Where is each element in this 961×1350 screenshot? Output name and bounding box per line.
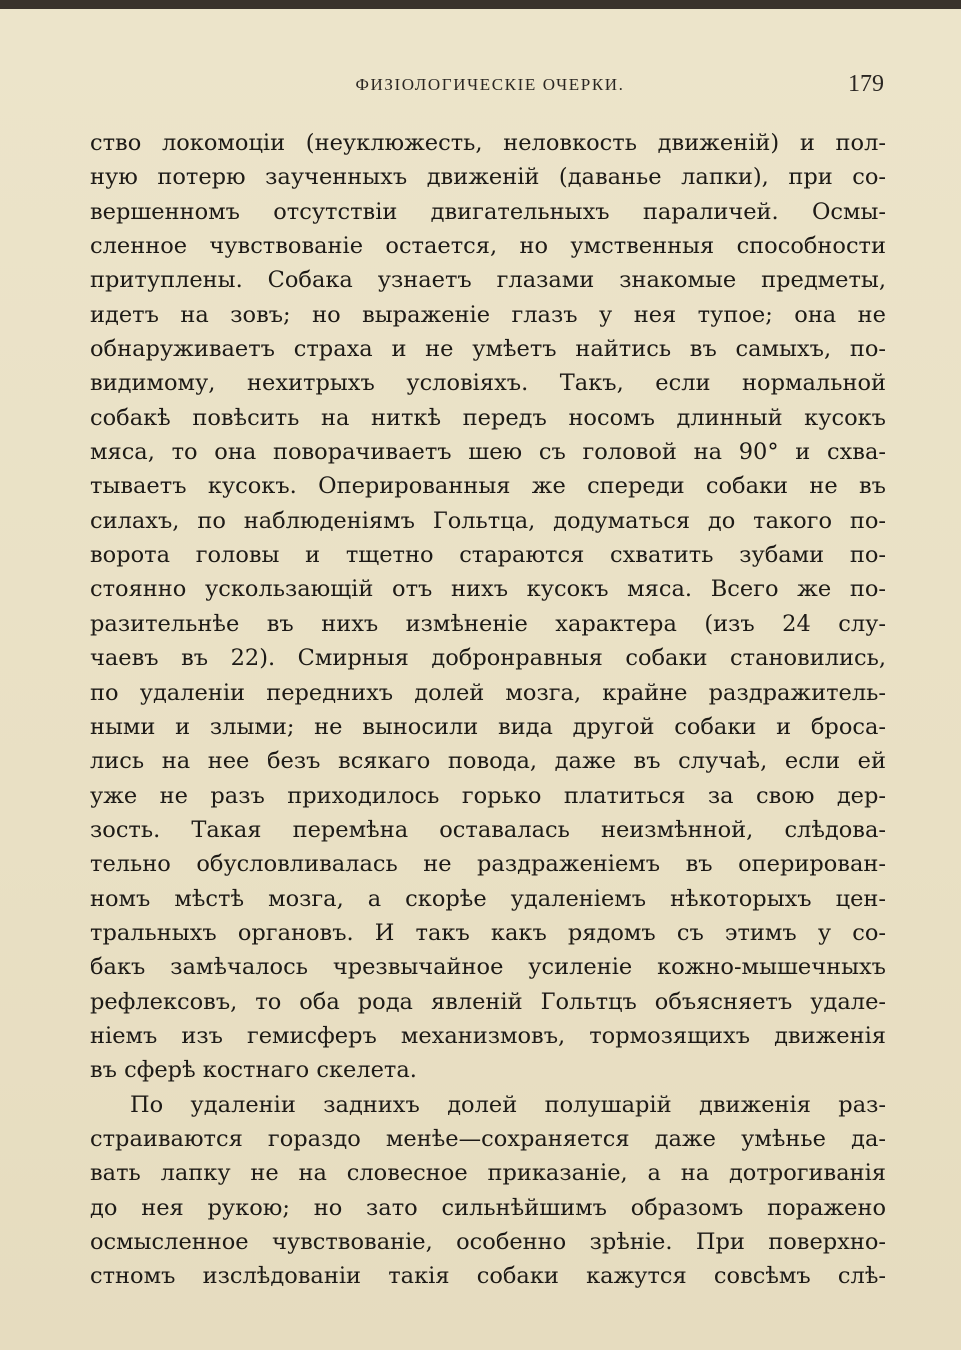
text-line: ство локомоціи (неуклюжесть, неловкость движеній) и пол- <box>90 130 886 156</box>
text-line: ворота головы и тщетно стараются схватить зубами по- <box>90 542 886 569</box>
page-number: 179 <box>848 71 884 97</box>
text-line: стоянно ускользающій отъ нихъ кусокъ мяса. Всего же по- <box>90 576 886 603</box>
text-line: въ сферѣ костнаго скелета. <box>90 1057 417 1084</box>
text-line: тываетъ кусокъ. Оперированныя же спереди собаки не въ <box>90 473 886 500</box>
text-line: страиваются гораздо менѣе—сохраняется даже умѣнье да- <box>90 1125 886 1152</box>
book-page <box>0 9 961 1350</box>
text-line: обнаруживаетъ страха и не умѣетъ найтись въ самыхъ, по- <box>90 336 886 363</box>
text-line: ными и злыми; не выносили вида другой собаки и броса- <box>90 713 886 740</box>
text-line: зость. Такая перемѣна оставалась неизмѣнной, слѣдова- <box>90 816 886 843</box>
body-text <box>90 126 886 1294</box>
text-line: до нея рукою; но зато сильнѣйшимъ образомъ поражено <box>90 1194 886 1221</box>
text-line: стномъ изслѣдованіи такія собаки кажутся совсѣмъ слѣ- <box>90 1263 886 1290</box>
text-line: тральныхъ органовъ. И такъ какъ рядомъ съ этимъ у со- <box>90 919 886 946</box>
page-header <box>90 71 890 101</box>
text-line: номъ мѣстѣ мозга, а скорѣе удаленіемъ нѣкоторыхъ цен- <box>90 885 886 912</box>
text-line: рефлексовъ, то оба рода явленій Гольтцъ объясняетъ удале- <box>90 988 886 1015</box>
text-line: вершенномъ отсутствіи двигательныхъ параличей. Осмы- <box>90 198 886 225</box>
text-line: чаевъ въ 22). Смирныя добронравныя собаки становились, <box>90 645 886 672</box>
text-line: бакъ замѣчалось чрезвычайное усиленіе кожно-мышечныхъ <box>90 954 886 981</box>
text-line: ніемъ изъ гемисферъ механизмовъ, тормозящихъ движенія <box>90 1022 886 1049</box>
text-line: мяса, то она поворачиваетъ шею съ головой на 90° и схва- <box>90 439 886 466</box>
running-title: ФИЗІОЛОГИЧЕСКІЕ ОЧЕРКИ. <box>355 75 625 94</box>
text-line: собакѣ повѣсить на ниткѣ передъ носомъ длинный кусокъ <box>90 404 886 431</box>
text-line: лись на нее безъ всякаго повода, даже въ случаѣ, если ей <box>90 748 886 775</box>
text-line: вать лапку не на словесное приказаніе, а на дотрогиванія <box>90 1160 886 1187</box>
text-line: притуплены. Собака узнаетъ глазами знакомые предметы, <box>90 267 886 294</box>
text-line: уже не разъ приходилось горько платиться за свою дер- <box>90 782 886 809</box>
text-line: По удаленіи заднихъ долей полушарій движенія раз- <box>130 1091 886 1118</box>
text-line: осмысленное чувствованіе, особенно зрѣніе. При поверхно- <box>90 1229 886 1255</box>
text-line: ную потерю заученныхъ движеній (даванье лапки), при со- <box>90 164 886 191</box>
text-line: силахъ, по наблюденіямъ Гольтца, додуматься до такого по- <box>90 507 886 534</box>
text-line: идетъ на зовъ; но выраженіе глазъ у нея тупое; она не <box>90 301 886 328</box>
top-page-edge <box>0 0 961 9</box>
text-line: разительнѣе въ нихъ измѣненіе характера (изъ 24 слу- <box>90 610 886 637</box>
text-line: видимому, нехитрыхъ условіяхъ. Такъ, если нормальной <box>90 370 886 397</box>
text-line: тельно обусловливалась не раздраженіемъ въ оперирован- <box>90 851 886 878</box>
text-line: сленное чувствованіе остается, но умственныя способности <box>90 233 886 260</box>
text-line: по удаленіи переднихъ долей мозга, крайне раздражитель- <box>90 679 886 706</box>
